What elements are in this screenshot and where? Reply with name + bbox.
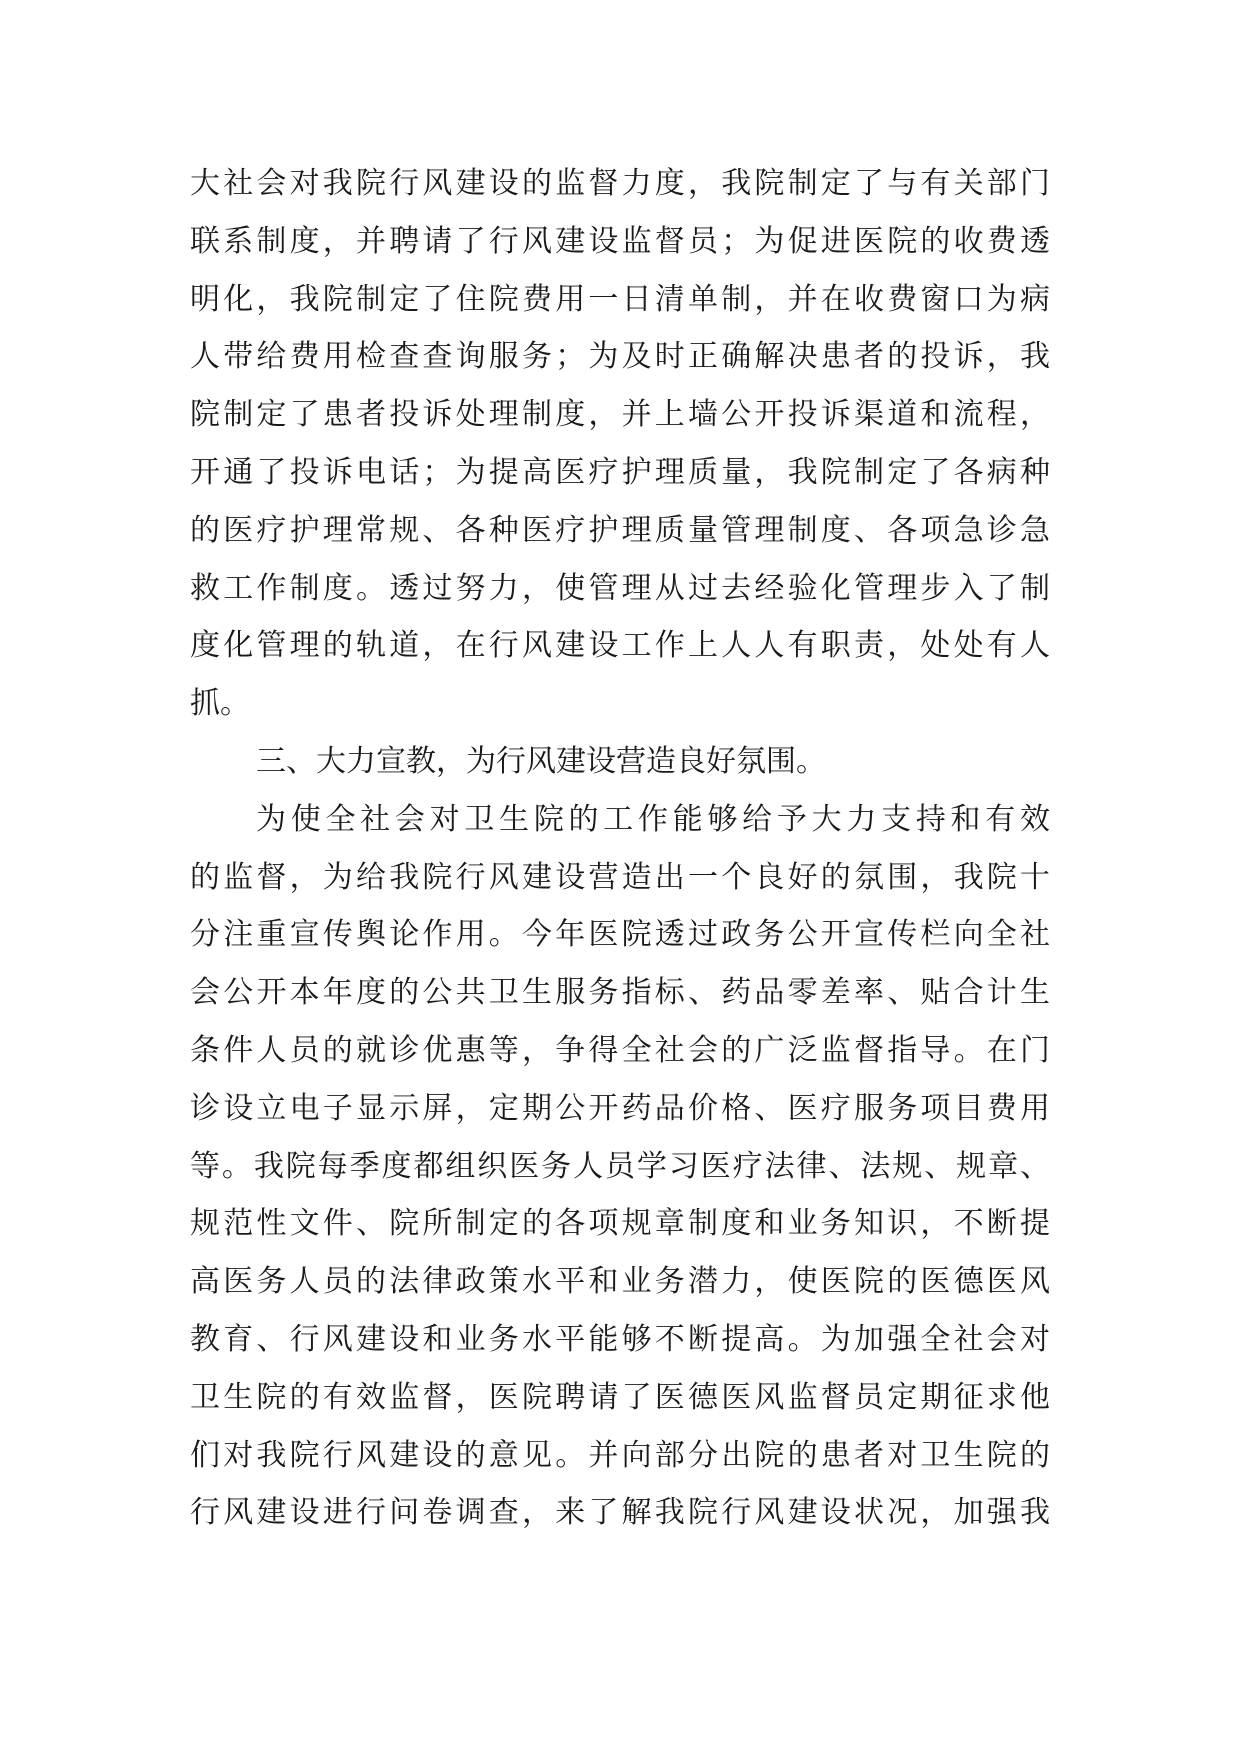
text-line: 行风建设进行问卷调查，来了解我院行风建设状况，加强我 (190, 1495, 1050, 1531)
text-line: 人带给费用检查查询服务；为及时正确解决患者的投诉，我 (190, 339, 1050, 375)
text-line: 抓。 (190, 686, 250, 722)
text-line: 明化，我院制定了住院费用一日清单制，并在收费窗口为病 (190, 281, 1050, 317)
text-line: 等。我院每季度都组织医务人员学习医疗法律、法规、规章、 (190, 1148, 1050, 1184)
section-heading: 三、大力宣教，为行风建设营造良好氛围。 (256, 743, 826, 779)
text-line: 教育、行风建设和业务水平能够不断提高。为加强全社会对 (190, 1321, 1050, 1357)
text-line: 高医务人员的法律政策水平和业务潜力，使医院的医德医风 (190, 1264, 1050, 1300)
text-line: 会公开本年度的公共卫生服务指标、药品零差率、贴合计生 (190, 975, 1050, 1011)
text-line: 诊设立电子显示屏，定期公开药品价格、医疗服务项目费用 (190, 1090, 1050, 1126)
text-line: 规范性文件、院所制定的各项规章制度和业务知识，不断提 (190, 1206, 1050, 1242)
text-line: 救工作制度。透过努力，使管理从过去经验化管理步入了制 (190, 570, 1050, 606)
text-line: 度化管理的轨道，在行风建设工作上人人有职责，处处有人 (190, 628, 1050, 664)
text-line: 条件人员的就诊优惠等，争得全社会的广泛监督指导。在门 (190, 1032, 1050, 1068)
text-line: 们对我院行风建设的意见。并向部分出院的患者对卫生院的 (190, 1437, 1050, 1473)
text-line: 院制定了患者投诉处理制度，并上墙公开投诉渠道和流程， (190, 397, 1050, 433)
text-line: 的医疗护理常规、各种医疗护理质量管理制度、各项急诊急 (190, 512, 1050, 548)
text-line: 开通了投诉电话；为提高医疗护理质量，我院制定了各病种 (190, 454, 1050, 490)
body-text (190, 155, 1050, 1542)
text-line: 为使全社会对卫生院的工作能够给予大力支持和有效 (256, 801, 1050, 837)
text-line: 联系制度，并聘请了行风建设监督员；为促进医院的收费透 (190, 223, 1050, 259)
text-line: 大社会对我院行风建设的监督力度，我院制定了与有关部门 (190, 166, 1050, 201)
text-line: 卫生院的有效监督，医院聘请了医德医风监督员定期征求他 (190, 1379, 1050, 1415)
text-line: 的监督，为给我院行风建设营造出一个良好的氛围，我院十 (190, 859, 1050, 895)
text-line: 分注重宣传舆论作用。今年医院透过政务公开宣传栏向全社 (190, 917, 1050, 953)
